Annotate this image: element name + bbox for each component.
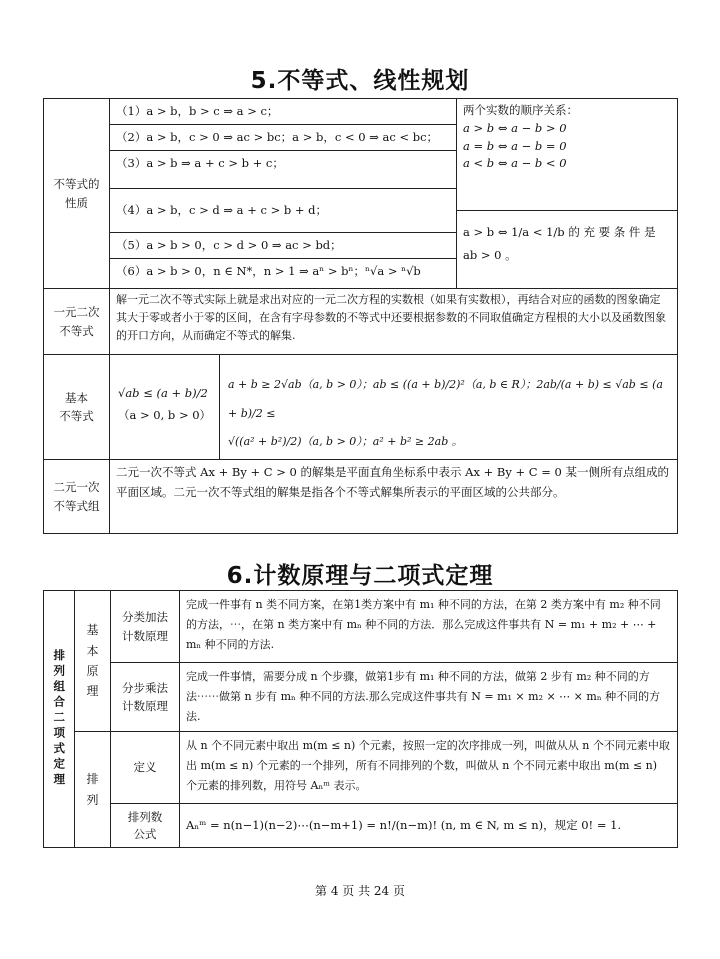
group-permutation: 排列 [75, 732, 111, 847]
section-5-title: 5.不等式、线性规划 [250, 68, 470, 94]
basic-inequality-condition: （a > 0, b > 0） [118, 407, 212, 422]
basic-inequality-chain: a + b ≥ 2√ab（a, b > 0）；ab ≤ ((a + b)/2)²（a, b ∈ R）；2ab/(a + b) ≤ √ab ≤ (a + b)/2 ≤ [228, 378, 663, 420]
label-multiplication-principle: 分步乘法 计数原理 [111, 663, 180, 732]
basic-inequality-core [110, 355, 220, 460]
counting-table [43, 590, 678, 848]
basic-inequality-square: √((a² + b²)/2)（a, b > 0）；a² + b² ≥ 2ab 。 [228, 435, 463, 449]
permutation-formula-text: Aₙᵐ = n(n−1)(n−2)⋯(n−m+1) = n!/(n−m)! (n, m ∈ N, m ≤ n)，规定 0! = 1. [186, 818, 622, 833]
reciprocal-condition-line-2: ab > 0 。 [463, 248, 517, 262]
order-relation-box [457, 99, 677, 211]
label-definition: 定义 [111, 732, 180, 804]
basic-inequality-extended [220, 355, 677, 460]
basic-inequality-formula: √ab ≤ (a + b)/2 [118, 386, 208, 400]
group-basic-principle: 基本原理 [75, 591, 111, 732]
multiplication-principle-text: 完成一件事情，需要分成 n 个步骤，做第1步有 m₁ 种不同的方法，做第 2 步有 m₂ 种不同的方法⋯⋯做第 n 步有 mₙ 种不同的方法.那么完成这件事共有 N = m₁ × m₂ × ⋯ × mₙ 种不同的方法. [180, 663, 677, 732]
permutation-definition-text: 从 n 个不同元素中取出 m(m ≤ n) 个元素，按照一定的次序排成一列，叫做从从 n 个不同元素中取出 m(m ≤ n) 个元素的一个排列，所有不同排列的个数，叫做从 n 个不同元素中取出 m(m ≤ n) 个元素的排列数，用符号 Aₙᵐ 表示。 [180, 732, 677, 804]
property-item-6: （6）a > b > 0，n ∈ N*，n > 1 ⇒ aⁿ > bⁿ；ⁿ√a > ⁿ√b [110, 259, 457, 289]
property-item-5: （5）a > b > 0，c > d > 0 ⇒ ac > bd； [110, 233, 457, 259]
inequality-table [43, 98, 678, 534]
section-6-title: 6.计数原理与二项式定理 [226, 563, 494, 589]
property-item-3: （3）a > b ⇒ a + c > b + c； [110, 151, 457, 189]
vertical-section-label: 排列组合二项式定理 [44, 591, 75, 847]
row-label-properties: 不等式的 性质 [44, 99, 110, 289]
row-label-basic: 基本 不等式 [44, 355, 110, 460]
property-item-4: （4）a > b，c > d ⇒ a + c > b + d； [110, 189, 457, 233]
label-permutation-formula: 排列数 公式 [111, 804, 180, 847]
quadratic-inequality-text: 解一元二次不等式实际上就是求出对应的一元二次方程的实数根（如果有实数根），再结合对应的函数的图象确定其大于零或者小于零的区间，在含有字母参数的不等式中还要根据参数的不同取值确定方程根的大小以及函数图象的开口方向，从而确定不等式的解集. [110, 289, 677, 355]
reciprocal-condition-box [457, 211, 677, 289]
properties-list [110, 99, 457, 289]
order-relation-title: 两个实数的顺序关系： [463, 103, 578, 117]
order-relation-line-3: a < b ⇔ a − b < 0 [463, 156, 567, 171]
reciprocal-condition-line-1: a > b ⇔ 1/a < 1/b 的 充 要 条 件 是 [463, 225, 656, 239]
addition-principle-text: 完成一件事有 n 类不同方案，在第1类方案中有 m₁ 种不同的方法，在第 2 类方案中有 m₂ 种不同的方法，⋯，在第 n 类方案中有 mₙ 种不同的方法．那么完成这件事共有 N = m₁ + m₂ + ⋯ + mₙ 种不同的方法. [180, 591, 677, 663]
property-item-1: （1）a > b，b > c ⇒ a > c； [110, 99, 457, 125]
page-footer: 第 4 页 共 24 页 [315, 884, 405, 898]
property-item-2: （2）a > b，c > 0 ⇒ ac > bc；a > b，c < 0 ⇒ ac < bc； [110, 125, 457, 151]
order-relation-line-1: a > b ⇔ a − b > 0 [463, 120, 567, 135]
order-relation-line-2: a = b ⇔ a − b = 0 [463, 138, 567, 153]
row-label-linear: 二元一次 不等式组 [44, 460, 110, 533]
label-addition-principle: 分类加法 计数原理 [111, 591, 180, 663]
linear-inequality-text: 二元一次不等式 Ax + By + C > 0 的解集是平面直角坐标系中表示 Ax + By + C = 0 某一侧所有点组成的平面区域。二元一次不等式组的解集是指各个不等式解集所表示的平面区域的公共部分。 [116, 465, 670, 500]
row-label-quadratic: 一元二次 不等式 [44, 289, 110, 355]
